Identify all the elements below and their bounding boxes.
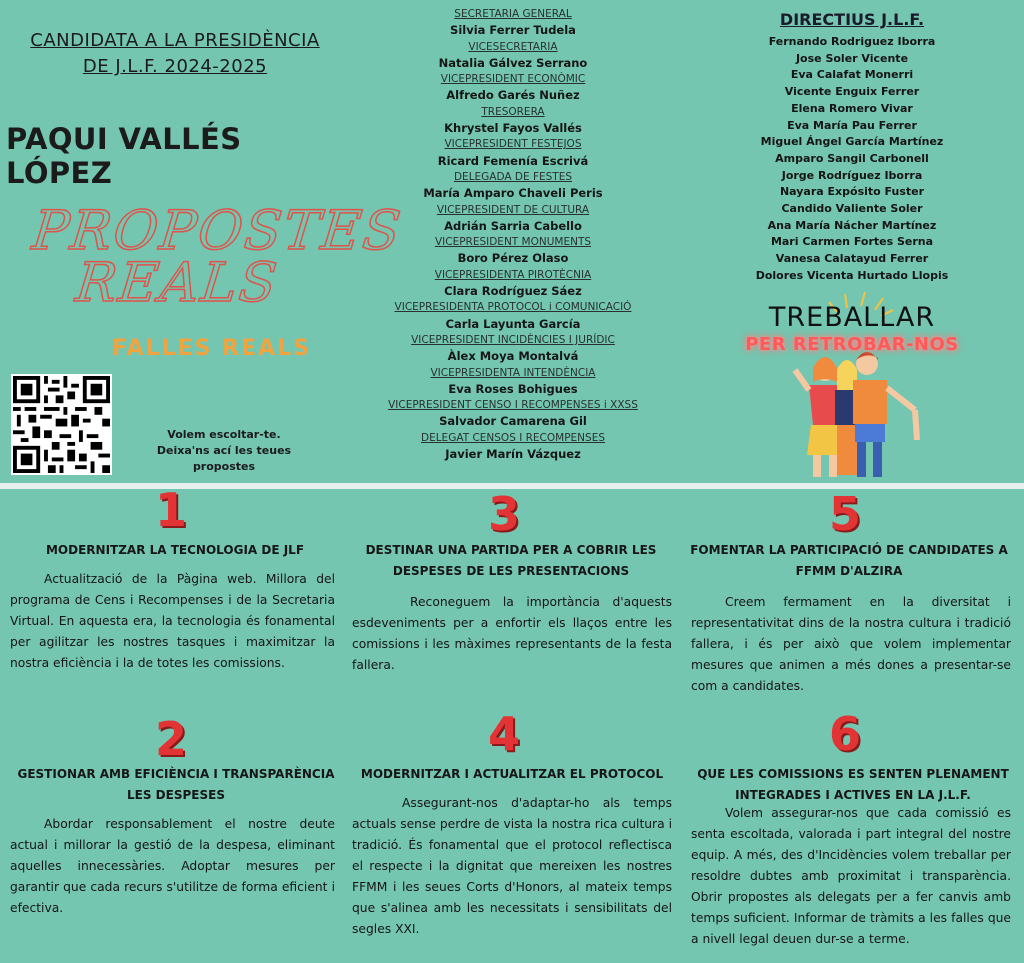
team-role: VICEPRESIDENT ECONÒMIC [440, 73, 586, 86]
directius-name: Miguel Ángel García Martínez [760, 135, 944, 149]
proposals-panel [0, 483, 1024, 963]
team-name: Salvador Camarena Gil [439, 414, 587, 429]
proposal-title: MODERNITZAR I ACTUALITZAR EL PROTOCOL [360, 767, 664, 781]
candidacy-title [8, 28, 342, 80]
team-member [360, 430, 666, 463]
directius-name: Amparo Sangil Carbonell [775, 151, 929, 165]
team-member [360, 202, 666, 235]
directius-list [742, 34, 962, 285]
proposal-text-body: Reconeguem la importància d'aquests esdeveniments per a enfortir els llaços entre les comissions i les màximes representants de la festa fallera. [352, 595, 672, 672]
team-role: DELEGAT CENSOS I RECOMPENSES [420, 431, 606, 444]
team-member [360, 267, 666, 300]
feedback-line2: Deixa'ns ací les teues propostes [156, 444, 292, 473]
feedback-line1: Volem escoltar-te. [167, 428, 281, 441]
directius-title: DIRECTIUS J.L.F. [779, 10, 925, 29]
directius-name: Eva María Pau Ferrer [787, 118, 917, 132]
proposal-text [691, 592, 1011, 697]
team-role: VICEPRESIDENTA PIROTÈCNIA [434, 268, 592, 281]
proposal-title: QUE LES COMISSIONS ES SENTEN PLENAMENT INTEGRADES I ACTIVES EN LA J.L.F. [697, 767, 1009, 802]
team-name: Ricard Femenía Escrivá [437, 153, 589, 168]
candidacy-title-line1: CANDIDATA A LA PRESIDÈNCIA [30, 30, 320, 51]
proposal-text [352, 793, 672, 940]
proposal-number: 4 [488, 707, 521, 761]
directius-name: Mari Carmen Fortes Serna [770, 235, 934, 249]
team-name: Natalia Gálvez Serrano [438, 55, 588, 70]
team-member [360, 39, 666, 72]
proposal-text-body: Actualització de la Pàgina web. Millora del programa de Cens i Recompenses i de la Secretaria Virtual. En aquesta era, la tecnologia és fonamental per agilitzar les nostres tasques i maximitzar la nostra eficiència i la de totes les comissions. [10, 572, 335, 670]
team-name: Boro Pérez Olaso [457, 251, 569, 266]
team-name: Silvia Ferrer Tudela [450, 23, 576, 38]
proposal-text [10, 569, 335, 674]
feedback-text [128, 427, 320, 475]
team-role: VICEPRESIDENTA PROTOCOL i COMUNICACIÓ [394, 301, 632, 314]
directius-name: Jorge Rodríguez Iborra [781, 168, 923, 182]
team-member [360, 169, 666, 202]
slogan-line2: REALS [73, 251, 282, 314]
team-member [360, 104, 666, 137]
team-role: VICEPRESIDENT CENSO I RECOMPENSES i XXSS [388, 399, 638, 412]
proposal-text [352, 592, 672, 676]
candidate-name: PAQUI VALLÉS LÓPEZ [6, 122, 242, 190]
directius-name: Vanesa Calatayud Ferrer [775, 252, 929, 266]
team-member [360, 299, 666, 332]
team-member [360, 136, 666, 169]
slogan-line1: PROPOSTES [29, 199, 406, 262]
team-member [360, 397, 666, 430]
proposal-title: FOMENTAR LA PARTICIPACIÓ DE CANDIDATES A FFMM D'ALZIRA [690, 543, 1008, 578]
proposal-text [10, 814, 335, 919]
directius-name: Elena Romero Vivar [791, 101, 913, 115]
directius-name: Fernando Rodriguez Iborra [768, 35, 936, 48]
proposal-title: GESTIONAR AMB EFICIÈNCIA I TRANSPARÈNCIA LES DESPESES [17, 767, 335, 802]
proposal-text-body: Assegurant-nos d'adaptar-ho als temps actuals sense perdre de vista la nostra rica cultura i tradició. És fonamental que el protocol reflectisca el respecte i la dignitat que mereixen les nostres FFMM i les seues Corts d'Honors, al mateix temps que s'alinea amb les necessitats i sensibilitats del segles XXI. [352, 796, 672, 936]
proposal-number: 5 [829, 487, 862, 541]
motto-line2: PER RETROBAR-NOS [745, 334, 959, 355]
team-name: Khrystel Fayos Vallés [444, 121, 582, 136]
proposal-title: DESTINAR UNA PARTIDA PER A COBRIR LES DESPESES DE LES PRESENTACIONS [365, 543, 657, 578]
directius-name: Candido Valiente Soler [781, 202, 923, 216]
team-name: María Amparo Chaveli Peris [423, 186, 603, 201]
slogan-logo [25, 199, 406, 314]
directius-name: Nayara Expósito Fuster [779, 185, 925, 199]
qr-code-icon [13, 376, 110, 473]
team-role: VICEPRESIDENT MONUMENTS [434, 236, 592, 249]
directius-name: Vicente Enguix Ferrer [784, 85, 920, 99]
team-name: Clara Rodríguez Sáez [444, 284, 582, 299]
team-role: DELEGADA DE FESTES [453, 170, 573, 183]
team-name: Eva Roses Bohigues [448, 381, 578, 396]
team-role: VICEPRESIDENT DE CULTURA [436, 203, 590, 216]
proposal-text-body: Volem assegurar-nos que cada comissió es senta escoltada, valorada i part integral del nostre equip. A més, des d'Incidències volem treballar per resoldre dubtes amb proximitat i transparència. Obrir propostes als delegats per a fer canvis amb temps suficient. Informar de tràmits a les falles que a nivell legal deuen dur-se a terme. [691, 806, 1011, 946]
proposal-text-body: Creem fermament en la diversitat i representativitat dins de la nostra cultura i tradició fallera, i és per això que volem implementar mesures que animen a més dones a presentar-se com a candidates. [691, 595, 1011, 693]
directius-name: Jose Soler Vicente [795, 51, 909, 65]
proposal-number: 2 [155, 712, 188, 766]
team-name: Àlex Moya Montalvá [447, 349, 579, 364]
team-name: Carla Layunta García [445, 316, 581, 331]
team-name: Alfredo Garés Nuñez [446, 88, 580, 103]
team-member [360, 332, 666, 365]
team-role: VICEPRESIDENT INCIDÈNCIES I JURÍDIC [411, 333, 615, 346]
team-member [360, 6, 666, 39]
motto-line1: TREBALLAR [768, 302, 936, 333]
candidacy-title-line2: DE J.L.F. 2024-2025 [82, 56, 268, 77]
directius-name: Dolores Vicenta Hurtado Llopis [755, 268, 949, 282]
team-member [360, 365, 666, 398]
team-role: SECRETARIA GENERAL [454, 8, 572, 20]
team-role: VICESECRETARIA [468, 40, 558, 53]
team-member [360, 234, 666, 267]
qr-code[interactable] [11, 374, 112, 475]
proposal-number: 1 [155, 483, 188, 537]
directius-name: Ana María Nácher Martínez [767, 218, 937, 232]
team-list [360, 6, 666, 462]
proposal-number: 6 [829, 707, 862, 761]
team-role: VICEPRESIDENTA INTENDÈNCIA [430, 366, 596, 379]
team-name: Adrián Sarria Cabello [444, 218, 582, 233]
proposal-title: MODERNITZAR LA TECNOLOGIA DE JLF [45, 543, 305, 557]
team-member [360, 71, 666, 104]
team-role: VICEPRESIDENT FESTEJOS [444, 138, 582, 151]
slogan-subtitle: FALLES REALS [112, 336, 311, 361]
proposal-number: 3 [488, 487, 521, 541]
team-name: Javier Marín Vázquez [445, 447, 581, 462]
team-role: TRESORERA [481, 105, 545, 118]
proposal-text [691, 803, 1011, 950]
proposal-text-body: Abordar responsablement el nostre deute actual i millorar la gestió de la despesa, eliminant aquelles innecessàries. Adoptar mesures per garantir que cada recurs s'utilitze de forma eficient i efectiva. [10, 817, 335, 915]
directius-name: Eva Calafat Monerri [790, 68, 914, 82]
